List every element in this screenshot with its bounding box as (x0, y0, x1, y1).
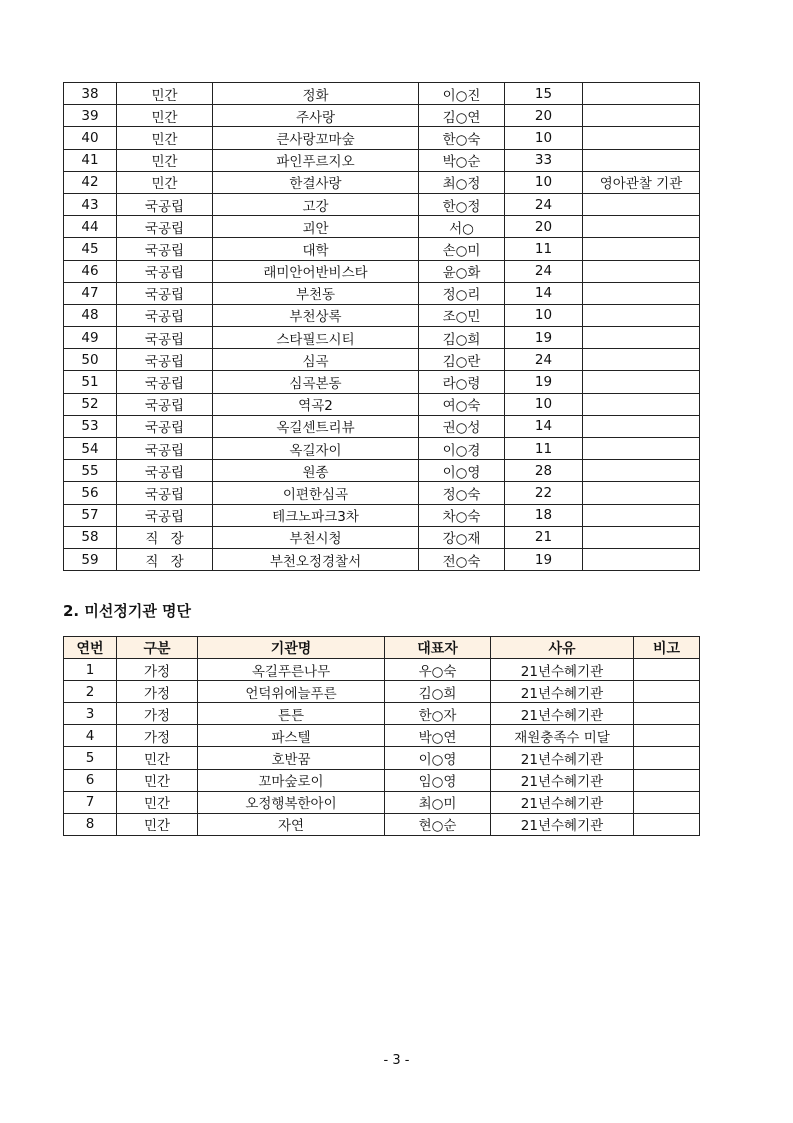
selected-institutions-table (63, 82, 700, 571)
cell-representative: 김○희 (419, 327, 505, 349)
cell-institution: 역곡2 (213, 393, 419, 415)
cell-institution: 고강 (213, 193, 419, 215)
cell-count-or-reason: 19 (505, 548, 583, 570)
cell-number: 46 (64, 260, 117, 282)
cell-count-or-reason: 18 (505, 504, 583, 526)
cell-number: 59 (64, 548, 117, 570)
cell-number: 45 (64, 238, 117, 260)
cell-institution: 옥길푸른나무 (198, 659, 385, 681)
cell-remarks (583, 371, 700, 393)
cell-type: 국공립 (117, 393, 213, 415)
cell-representative: 최○미 (385, 791, 491, 813)
cell-type: 국공립 (117, 327, 213, 349)
cell-institution: 대학 (213, 238, 419, 260)
cell-number: 48 (64, 304, 117, 326)
table-row (64, 460, 700, 482)
cell-remarks (583, 127, 700, 149)
cell-institution: 이편한심곡 (213, 482, 419, 504)
cell-count-or-reason: 20 (505, 105, 583, 127)
cell-type: 직장 (117, 548, 213, 570)
cell-type: 민간 (117, 127, 213, 149)
table-row (64, 681, 700, 703)
cell-number: 43 (64, 193, 117, 215)
cell-type: 국공립 (117, 504, 213, 526)
cell-remarks (583, 460, 700, 482)
table-row (64, 171, 700, 193)
cell-type: 국공립 (117, 282, 213, 304)
cell-representative: 현○순 (385, 813, 491, 835)
cell-type: 국공립 (117, 460, 213, 482)
cell-representative: 박○순 (419, 149, 505, 171)
cell-number: 3 (64, 703, 117, 725)
cell-representative: 김○희 (385, 681, 491, 703)
cell-type: 가정 (117, 681, 198, 703)
cell-remarks: 영아관찰 기관 (583, 171, 700, 193)
cell-remarks (583, 548, 700, 570)
table-row (64, 349, 700, 371)
cell-count-or-reason: 33 (505, 149, 583, 171)
cell-institution: 심곡 (213, 349, 419, 371)
cell-number: 8 (64, 813, 117, 835)
cell-number: 52 (64, 393, 117, 415)
cell-institution: 원종 (213, 460, 419, 482)
header-type: 구분 (117, 637, 198, 659)
cell-representative: 권○성 (419, 415, 505, 437)
cell-representative: 이○영 (385, 747, 491, 769)
cell-count-or-reason: 10 (505, 171, 583, 193)
cell-representative: 이○영 (419, 460, 505, 482)
cell-count-or-reason: 24 (505, 193, 583, 215)
cell-remarks (583, 83, 700, 105)
cell-institution: 한결사랑 (213, 171, 419, 193)
cell-count-or-reason: 10 (505, 304, 583, 326)
cell-type: 가정 (117, 725, 198, 747)
cell-number: 54 (64, 438, 117, 460)
cell-representative: 윤○화 (419, 260, 505, 282)
cell-number: 50 (64, 349, 117, 371)
cell-institution: 부천동 (213, 282, 419, 304)
cell-type: 가정 (117, 659, 198, 681)
table-row (64, 216, 700, 238)
cell-institution: 래미안어반비스타 (213, 260, 419, 282)
cell-remarks (583, 282, 700, 304)
cell-type: 국공립 (117, 482, 213, 504)
cell-representative: 박○연 (385, 725, 491, 747)
cell-remarks (634, 791, 700, 813)
cell-type: 국공립 (117, 216, 213, 238)
table-row (64, 548, 700, 570)
cell-remarks (583, 260, 700, 282)
cell-count-or-reason: 20 (505, 216, 583, 238)
table-row (64, 791, 700, 813)
cell-remarks (634, 681, 700, 703)
table-row (64, 438, 700, 460)
cell-representative: 정○리 (419, 282, 505, 304)
cell-type: 국공립 (117, 371, 213, 393)
cell-institution: 주사랑 (213, 105, 419, 127)
cell-count-or-reason: 19 (505, 371, 583, 393)
cell-number: 56 (64, 482, 117, 504)
cell-count-or-reason: 22 (505, 482, 583, 504)
cell-representative: 여○숙 (419, 393, 505, 415)
unselected-institutions-table (63, 636, 700, 836)
cell-count-or-reason: 19 (505, 327, 583, 349)
cell-type: 민간 (117, 105, 213, 127)
cell-representative: 이○진 (419, 83, 505, 105)
cell-remarks (583, 393, 700, 415)
cell-type: 민간 (117, 791, 198, 813)
table-row (64, 260, 700, 282)
cell-type: 국공립 (117, 193, 213, 215)
table-row (64, 725, 700, 747)
table-row (64, 238, 700, 260)
cell-remarks (634, 813, 700, 835)
cell-number: 41 (64, 149, 117, 171)
table-row (64, 327, 700, 349)
table-row (64, 504, 700, 526)
cell-institution: 부천상록 (213, 304, 419, 326)
header-no: 연번 (64, 637, 117, 659)
cell-number: 47 (64, 282, 117, 304)
cell-count-or-reason: 11 (505, 438, 583, 460)
cell-institution: 정화 (213, 83, 419, 105)
section-title: 2. 미선정기관 명단 (63, 602, 192, 620)
cell-number: 5 (64, 747, 117, 769)
cell-type: 국공립 (117, 438, 213, 460)
cell-count-or-reason: 14 (505, 282, 583, 304)
cell-number: 40 (64, 127, 117, 149)
cell-number: 58 (64, 526, 117, 548)
cell-institution: 오정행복한아이 (198, 791, 385, 813)
cell-type: 국공립 (117, 238, 213, 260)
header-representative: 대표자 (385, 637, 491, 659)
table-row (64, 193, 700, 215)
cell-institution: 스타필드시티 (213, 327, 419, 349)
cell-institution: 파스텔 (198, 725, 385, 747)
cell-count-or-reason: 24 (505, 260, 583, 282)
cell-number: 55 (64, 460, 117, 482)
cell-type: 가정 (117, 703, 198, 725)
cell-representative: 전○숙 (419, 548, 505, 570)
table-row (64, 526, 700, 548)
cell-remarks (583, 349, 700, 371)
cell-number: 42 (64, 171, 117, 193)
table-row (64, 747, 700, 769)
cell-type: 국공립 (117, 304, 213, 326)
cell-representative: 한○자 (385, 703, 491, 725)
cell-count-or-reason: 21 (505, 526, 583, 548)
table-row (64, 659, 700, 681)
cell-type: 민간 (117, 171, 213, 193)
cell-number: 49 (64, 327, 117, 349)
cell-type: 국공립 (117, 349, 213, 371)
cell-remarks (583, 504, 700, 526)
cell-representative: 서○ (419, 216, 505, 238)
cell-count-or-reason: 10 (505, 393, 583, 415)
header-remarks: 비고 (634, 637, 700, 659)
cell-type: 민간 (117, 747, 198, 769)
cell-count-or-reason: 10 (505, 127, 583, 149)
selected-institutions-body (64, 83, 700, 571)
cell-number: 51 (64, 371, 117, 393)
cell-institution: 부천오정경찰서 (213, 548, 419, 570)
cell-institution: 꼬마숲로이 (198, 769, 385, 791)
cell-representative: 손○미 (419, 238, 505, 260)
cell-number: 44 (64, 216, 117, 238)
cell-representative: 임○영 (385, 769, 491, 791)
cell-number: 1 (64, 659, 117, 681)
cell-representative: 조○민 (419, 304, 505, 326)
cell-representative: 이○경 (419, 438, 505, 460)
unselected-institutions-body (64, 659, 700, 836)
cell-remarks (583, 327, 700, 349)
cell-count-or-reason: 21년수혜기관 (491, 659, 634, 681)
cell-type: 민간 (117, 149, 213, 171)
cell-representative: 한○정 (419, 193, 505, 215)
cell-count-or-reason: 24 (505, 349, 583, 371)
cell-number: 39 (64, 105, 117, 127)
cell-remarks (583, 304, 700, 326)
cell-remarks (634, 725, 700, 747)
cell-count-or-reason: 21년수혜기관 (491, 791, 634, 813)
cell-number: 4 (64, 725, 117, 747)
cell-remarks (583, 105, 700, 127)
cell-count-or-reason: 21년수혜기관 (491, 813, 634, 835)
cell-count-or-reason: 15 (505, 83, 583, 105)
table-row (64, 703, 700, 725)
cell-institution: 큰사랑꼬마숲 (213, 127, 419, 149)
table-row (64, 371, 700, 393)
cell-representative: 강○재 (419, 526, 505, 548)
cell-institution: 파인푸르지오 (213, 149, 419, 171)
table-row (64, 813, 700, 835)
cell-count-or-reason: 14 (505, 415, 583, 437)
cell-remarks (583, 415, 700, 437)
cell-type: 민간 (117, 83, 213, 105)
cell-representative: 정○숙 (419, 482, 505, 504)
table-header-row (64, 637, 700, 659)
cell-institution: 옥길자이 (213, 438, 419, 460)
cell-institution: 괴안 (213, 216, 419, 238)
cell-count-or-reason: 21년수혜기관 (491, 703, 634, 725)
cell-number: 2 (64, 681, 117, 703)
cell-representative: 최○정 (419, 171, 505, 193)
cell-institution: 심곡본동 (213, 371, 419, 393)
table-row (64, 769, 700, 791)
cell-count-or-reason: 21년수혜기관 (491, 769, 634, 791)
cell-count-or-reason: 재원충족수 미달 (491, 725, 634, 747)
table-row (64, 304, 700, 326)
cell-type: 국공립 (117, 260, 213, 282)
cell-remarks (634, 703, 700, 725)
cell-remarks (634, 769, 700, 791)
header-institution: 기관명 (198, 637, 385, 659)
cell-institution: 테크노파크3차 (213, 504, 419, 526)
cell-type: 민간 (117, 769, 198, 791)
cell-count-or-reason: 28 (505, 460, 583, 482)
cell-remarks (583, 193, 700, 215)
cell-remarks (583, 238, 700, 260)
cell-number: 7 (64, 791, 117, 813)
cell-type: 국공립 (117, 415, 213, 437)
cell-number: 57 (64, 504, 117, 526)
page-number: - 3 - (383, 1053, 410, 1068)
cell-institution: 튼튼 (198, 703, 385, 725)
cell-institution: 옥길센트리뷰 (213, 415, 419, 437)
cell-representative: 김○란 (419, 349, 505, 371)
cell-type: 직장 (117, 526, 213, 548)
header-reason: 사유 (491, 637, 634, 659)
cell-remarks (634, 659, 700, 681)
cell-remarks (634, 747, 700, 769)
cell-number: 53 (64, 415, 117, 437)
table-row (64, 482, 700, 504)
table-row (64, 393, 700, 415)
cell-remarks (583, 526, 700, 548)
cell-remarks (583, 149, 700, 171)
cell-count-or-reason: 11 (505, 238, 583, 260)
cell-remarks (583, 216, 700, 238)
cell-representative: 라○령 (419, 371, 505, 393)
cell-representative: 우○숙 (385, 659, 491, 681)
cell-representative: 김○연 (419, 105, 505, 127)
table-row (64, 127, 700, 149)
cell-number: 6 (64, 769, 117, 791)
cell-number: 38 (64, 83, 117, 105)
cell-remarks (583, 438, 700, 460)
cell-representative: 차○숙 (419, 504, 505, 526)
cell-institution: 호반꿈 (198, 747, 385, 769)
cell-institution: 언덕위에늘푸른 (198, 681, 385, 703)
cell-remarks (583, 482, 700, 504)
cell-count-or-reason: 21년수혜기관 (491, 681, 634, 703)
cell-institution: 부천시청 (213, 526, 419, 548)
table-row (64, 149, 700, 171)
cell-type: 민간 (117, 813, 198, 835)
table-row (64, 415, 700, 437)
cell-count-or-reason: 21년수혜기관 (491, 747, 634, 769)
table-row (64, 105, 700, 127)
cell-institution: 자연 (198, 813, 385, 835)
cell-representative: 한○숙 (419, 127, 505, 149)
table-row (64, 282, 700, 304)
table-row (64, 83, 700, 105)
